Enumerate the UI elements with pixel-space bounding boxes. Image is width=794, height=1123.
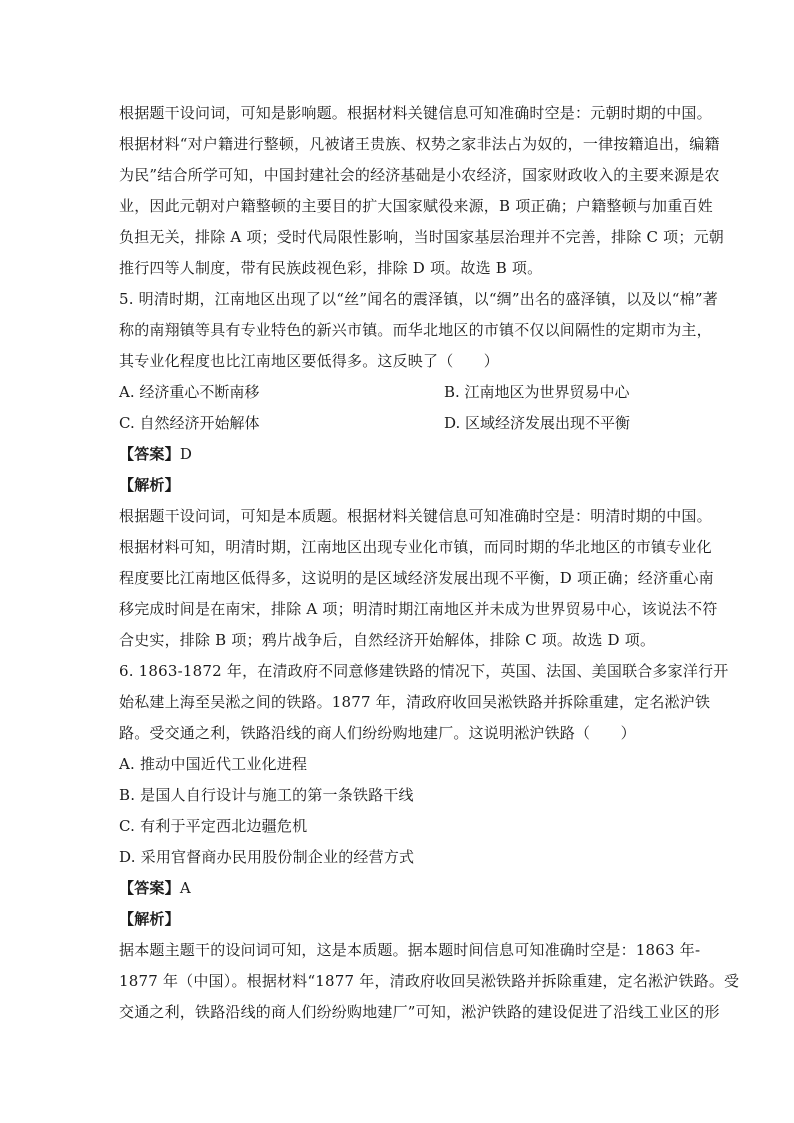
text-line: 据本题主题干的设问词可知，这是本质题。据本题时间信息可知准确时空是：1863 年- [119,941,701,959]
text-line: 负担无关，排除 A 项；受时代局限性影响，当时国家基层治理并不完善，排除 C 项；元朝 [119,228,724,246]
answer-label: 【答案】 [119,879,180,897]
analysis-heading: 【解析】 [119,476,180,494]
text-line: 根据材料“对户籍进行整顿，凡被诸王贵族、权势之家非法占为奴的，一律按籍追出，编籍 [119,135,720,153]
question-line: 始私建上海至吴淞之间的铁路。1877 年，清政府收回吴淞铁路并拆除重建，定名淞沪铁 [119,693,711,711]
text-line: 推行四等人制度，带有民族歧视色彩，排除 D 项。故选 B 项。 [119,259,543,277]
question-line: 5. 明清时期，江南地区出现了以“丝”闻名的震泽镇，以“绸”出名的盛泽镇，以及以“棉”著 [119,290,718,308]
answer-label: 【答案】 [119,445,180,463]
question-line: 路。受交通之利，铁路沿线的商人们纷纷购地建厂。这说明淞沪铁路（ ） [119,724,636,742]
choice-row [119,377,679,408]
answer-line [119,439,679,470]
choice-c: C. 有利于平定西北边疆危机 [119,817,308,835]
text-line: 移完成时间是在南宋，排除 A 项；明清时期江南地区并未成为世界贸易中心，该说法不符 [119,600,718,618]
choice-b: B. 江南地区为世界贸易中心 [444,383,630,401]
text-line: 程度要比江南地区低得多，这说明的是区域经济发展出现不平衡，D 项正确；经济重心南 [119,569,714,587]
choice-a: A. 经济重心不断南移 [119,383,260,401]
explanation-paragraph [119,98,724,284]
choice-c: C. 自然经济开始解体 [119,414,260,432]
choice-b: B. 是国人自行设计与施工的第一条铁路干线 [119,786,414,804]
choice-d: D. 采用官督商办民用股份制企业的经营方式 [119,848,415,866]
question-line: 其专业化程度也比江南地区要低得多。这反映了（ ） [119,352,500,370]
text-line: 根据题干设问词，可知是影响题。根据材料关键信息可知准确时空是：元朝时期的中国。 [119,104,712,122]
choice-row [119,408,679,439]
text-line: 根据题干设问词，可知是本质题。根据材料关键信息可知准确时空是：明清时期的中国。 [119,507,712,525]
answer-line [119,873,679,904]
answer-value: D [179,445,193,463]
text-line: 1877 年（中国）。根据材料“1877 年，清政府收回吴淞铁路并拆除重建，定名淞沪铁路。受 [119,972,740,990]
question-6 [119,656,729,749]
choice-d: D. 区域经济发展出现不平衡 [444,414,631,432]
question-line: 6. 1863-1872 年，在清政府不同意修建铁路的情况下，英国、法国、美国联合多家洋行开 [119,662,729,680]
explanation-paragraph [119,501,718,656]
text-line: 合史实，排除 B 项；鸦片战争后，自然经济开始解体，排除 C 项。故选 D 项。 [119,631,656,649]
answer-value: A [179,879,191,897]
text-line: 为民”结合所学可知，中国封建社会的经济基础是小农经济，国家财政收入的主要来源是农 [119,166,720,184]
analysis-heading: 【解析】 [119,910,180,928]
choice-a: A. 推动中国近代工业化进程 [119,755,308,773]
text-line: 业，因此元朝对户籍整顿的主要目的扩大国家赋役来源，B 项正确；户籍整顿与加重百姓 [119,197,713,215]
text-line: 根据材料可知，明清时期，江南地区出现专业化市镇，而同时期的华北地区的市镇专业化 [119,538,712,556]
question-line: 称的南翔镇等具有专业特色的新兴市镇。而华北地区的市镇不仅以间隔性的定期市为主， [119,321,712,339]
text-line: 交通之利，铁路沿线的商人们纷纷购地建厂”可知，淞沪铁路的建设促进了沿线工业区的形 [119,1003,720,1021]
question-5 [119,284,718,377]
explanation-paragraph [119,935,740,1028]
document-page [119,98,740,1028]
